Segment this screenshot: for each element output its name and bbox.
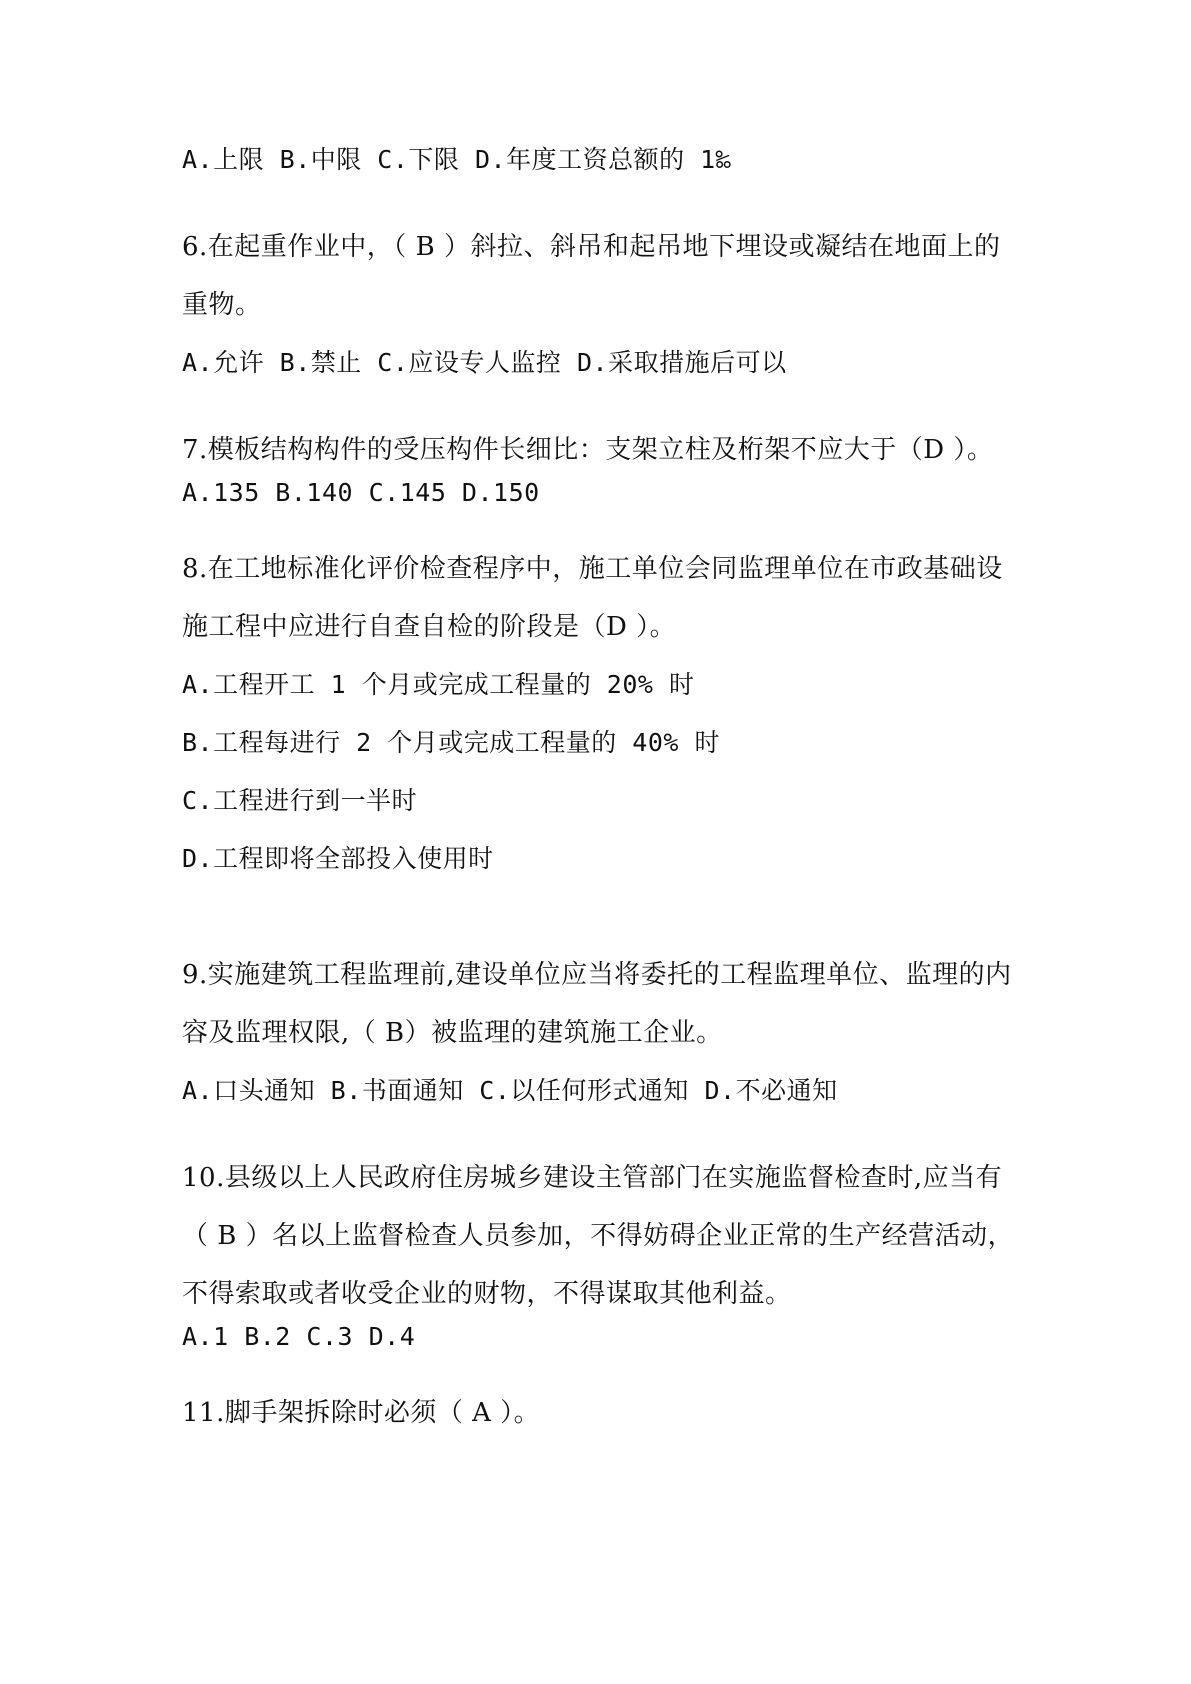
q10-stem-line2: （ B ）名以上监督检查人员参加，不得妨碍企业正常的生产经营活动， [182,1221,1015,1251]
q7-options: A.135 B.140 C.145 D.150 [182,478,540,507]
q10-stem-line3: 不得索取或者收受企业的财物，不得谋取其他利益。 [182,1279,792,1309]
q8-stem-line1: 8.在工地标准化评价检查程序中，施工单位会同监理单位在市政基础设 [182,554,1003,584]
q8-option-b: B.工程每进行 2 个月或完成工程量的 40% 时 [182,728,721,757]
q9-options: A.口头通知 B.书面通知 C.以任何形式通知 D.不必通知 [182,1076,838,1105]
q8-option-c: C.工程进行到一半时 [182,786,418,815]
q6-stem-line1: 6.在起重作业中，（ B ）斜拉、斜吊和起吊地下埋设或凝结在地面上的 [182,232,1001,262]
q7-stem: 7.模板结构构件的受压构件长细比：支架立柱及桁架不应大于（D ）。 [182,435,994,465]
q8-option-a: A.工程开工 1 个月或完成工程量的 20% 时 [182,670,695,699]
q9-stem-line2: 容及监理权限,（ B）被监理的建筑施工企业。 [182,1018,723,1048]
q9-stem-line1: 9.实施建筑工程监理前,建设单位应当将委托的工程监理单位、监理的内 [182,960,1012,990]
q8-option-d: D.工程即将全部投入使用时 [182,844,494,873]
q10-stem-line1: 10.县级以上人民政府住房城乡建设主管部门在实施监督检查时,应当有 [182,1163,1003,1193]
q6-options: A.允许 B.禁止 C.应设专人监控 D.采取措施后可以 [182,348,787,377]
q10-options: A.1 B.2 C.3 D.4 [182,1322,416,1351]
q5-options: A.上限 B.中限 C.下限 D.年度工资总额的 1‰ [182,145,732,174]
q8-stem-line2: 施工程中应进行自查自检的阶段是（D ）。 [182,612,677,642]
q11-stem: 11.脚手架拆除时必须（ A ）。 [182,1398,541,1428]
q6-stem-line2: 重物。 [182,290,262,320]
